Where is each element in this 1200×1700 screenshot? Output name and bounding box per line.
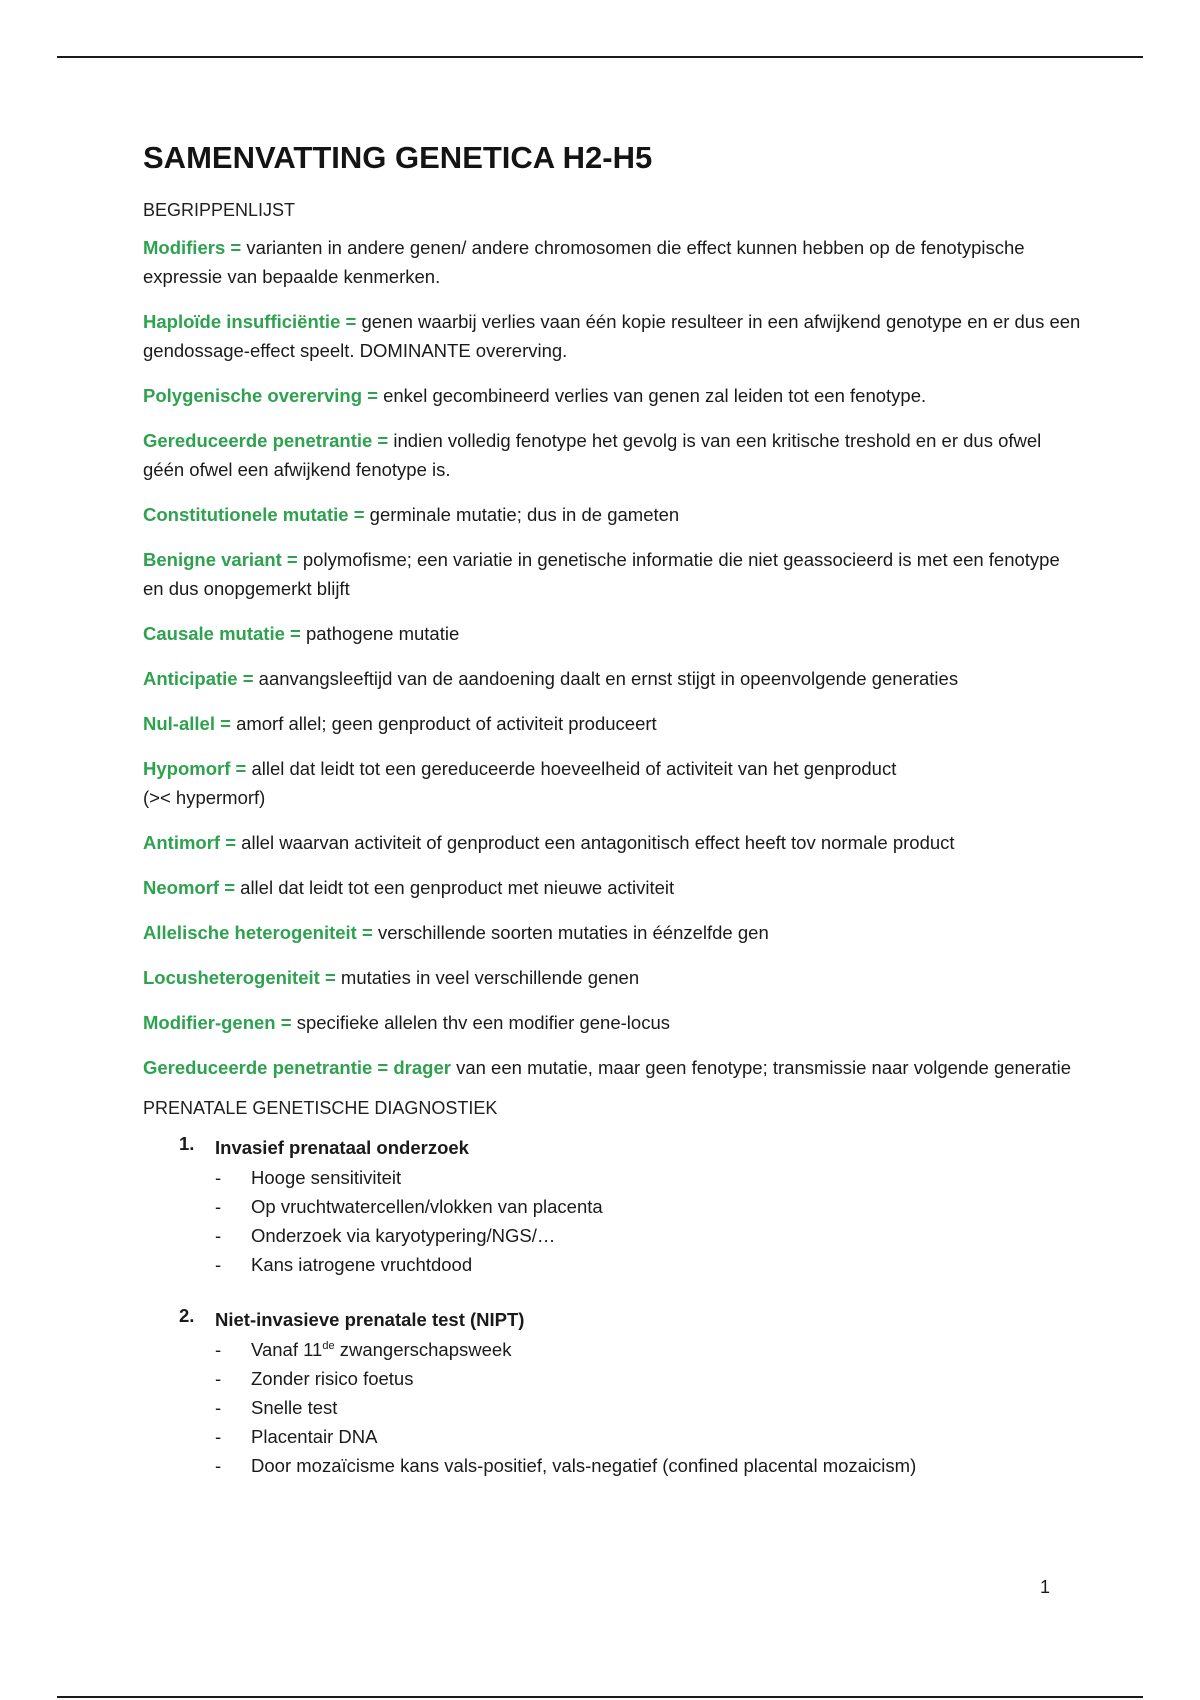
- term-name: Gereduceerde penetrantie: [143, 430, 373, 451]
- term-definition: polymofisme; een variatie in genetische informatie die niet geassocieerd is met een fenotype en dus onopgemerkt blijft: [143, 549, 1060, 599]
- term-equals: =: [319, 967, 341, 988]
- term-equals: =: [230, 758, 252, 779]
- term-definition: indien volledig fenotype het gevolg is van een kritische treshold en er dus ofwel géén ofwel een afwijkend fenotype is.: [143, 430, 1042, 480]
- term-equals: =: [284, 623, 306, 644]
- term-name: Constitutionele mutatie: [143, 504, 349, 525]
- list-item-nipt: [143, 1305, 1083, 1480]
- term-equals: =: [275, 1012, 297, 1033]
- term-equals: =: [372, 430, 394, 451]
- term-name: Polygenische overerving: [143, 385, 363, 406]
- bullet-item: - Vanaf 11de zwangerschapsweek: [215, 1339, 512, 1360]
- term-name: Modifiers: [143, 237, 226, 258]
- term-equals: =: [362, 385, 384, 406]
- glossary-term: [143, 828, 1083, 857]
- term-name: Neomorf: [143, 877, 220, 898]
- list-heading: Niet-invasieve prenatale test (NIPT): [215, 1309, 525, 1330]
- bullet-item: - Zonder risico foetus: [215, 1368, 414, 1389]
- term-definition: van een mutatie, maar geen fenotype; transmissie naar volgende generatie: [450, 1057, 1072, 1078]
- glossary-term: [143, 918, 1083, 947]
- term-equals: =: [340, 311, 362, 332]
- page-content: [143, 140, 1083, 1506]
- term-equals: =: [237, 668, 259, 689]
- term-equals: =: [281, 549, 303, 570]
- list-number: 2.: [179, 1305, 195, 1326]
- term-definition: verschillende soorten mutaties in éénzelfde gen: [377, 922, 769, 943]
- term-equals: =: [219, 877, 241, 898]
- term-definition: mutaties in veel verschillende genen: [340, 967, 640, 988]
- term-definition: aanvangsleeftijd van de aandoening daalt en ernst stijgt in opeenvolgende generaties: [258, 668, 959, 689]
- bullet-item: - Door mozaïcisme kans vals-positief, vals-negatief (confined placental mozaicism): [215, 1455, 917, 1476]
- bottom-rule: [57, 1696, 1143, 1698]
- glossary-term: [143, 500, 1083, 529]
- term-name: Benigne variant: [143, 549, 282, 570]
- glossary-term: [143, 1008, 1083, 1037]
- glossary-term: [143, 545, 1083, 603]
- bullet-item: - Snelle test: [215, 1397, 338, 1418]
- list-item-invasief: [143, 1133, 1083, 1279]
- term-definition: allel dat leidt tot een genproduct met nieuwe activiteit: [240, 877, 675, 898]
- term-equals: =: [220, 832, 242, 853]
- prenatal-list: [143, 1133, 1083, 1480]
- glossary-term: [143, 754, 1083, 812]
- glossary-term: [143, 873, 1083, 902]
- glossary: [143, 233, 1083, 1082]
- bullet-list: [215, 1163, 1083, 1279]
- bullet-item: - Kans iatrogene vruchtdood: [215, 1254, 473, 1275]
- glossary-term: [143, 664, 1083, 693]
- bullet-item: - Op vruchtwatercellen/vlokken van placenta: [215, 1196, 603, 1217]
- term-name: Nul-allel: [143, 713, 215, 734]
- glossary-term: [143, 963, 1083, 992]
- top-rule: [57, 56, 1143, 58]
- glossary-term: [143, 709, 1083, 738]
- term-definition: germinale mutatie; dus in de gameten: [369, 504, 680, 525]
- list-heading: Invasief prenataal onderzoek: [215, 1137, 469, 1158]
- list-number: 1.: [179, 1133, 195, 1154]
- bullet-item: - Hooge sensitiviteit: [215, 1167, 402, 1188]
- term-name: Gereduceerde penetrantie: [143, 1057, 373, 1078]
- term-equals: =: [356, 922, 378, 943]
- glossary-term: [143, 426, 1083, 484]
- term-name: Causale mutatie: [143, 623, 285, 644]
- term-name: Antimorf: [143, 832, 221, 853]
- term-equals: =: [372, 1057, 394, 1078]
- term-note: (>< hypermorf): [143, 787, 266, 808]
- term-definition: allel dat leidt tot een gereduceerde hoeveelheid of activiteit van het genproduct: [251, 758, 897, 779]
- section-heading-prenatale: PRENATALE GENETISCHE DIAGNOSTIEK: [143, 1098, 498, 1118]
- term-definition: amorf allel; geen genproduct of activiteit produceert: [236, 713, 657, 734]
- bullet-item: - Placentair DNA: [215, 1426, 378, 1447]
- bullet-list: [215, 1335, 1083, 1480]
- bullet-item: - Onderzoek via karyotypering/NGS/…: [215, 1225, 556, 1246]
- term-name: Haploïde insufficiëntie: [143, 311, 341, 332]
- glossary-term: [143, 619, 1083, 648]
- term-equals: =: [214, 713, 237, 734]
- term-name: Allelische heterogeniteit: [143, 922, 357, 943]
- glossary-term: [143, 1053, 1083, 1082]
- term-name: Anticipatie: [143, 668, 238, 689]
- page-title: SAMENVATTING GENETICA H2-H5: [143, 140, 653, 175]
- term-definition: pathogene mutatie: [305, 623, 460, 644]
- glossary-term: [143, 233, 1083, 291]
- term-name: Hypomorf: [143, 758, 231, 779]
- term-definition: genen waarbij verlies vaan één kopie resulteer in een afwijkend genotype en er dus een gendossage-effect speelt. DOMINANTE overerving.: [143, 311, 1081, 361]
- section-heading-begrippenlijst: BEGRIPPENLIJST: [143, 200, 296, 220]
- glossary-term: [143, 307, 1083, 365]
- term-name: Modifier-genen: [143, 1012, 276, 1033]
- term-equals: =: [225, 237, 247, 258]
- term-name: Locusheterogeniteit: [143, 967, 320, 988]
- page-number: 1: [1040, 1577, 1051, 1597]
- term-definition: allel waarvan activiteit of genproduct een antagonitisch effect heeft tov normale product: [241, 832, 955, 853]
- term-definition: specifieke allelen thv een modifier gene-locus: [296, 1012, 670, 1033]
- term-definition: varianten in andere genen/ andere chromosomen die effect kunnen hebben op de fenotypische expressie van bepaalde kenmerken.: [143, 237, 1025, 287]
- term-equals: =: [348, 504, 370, 525]
- term-definition: enkel gecombineerd verlies van genen zal leiden tot een fenotype.: [383, 385, 927, 406]
- term-keyword: drager: [393, 1057, 451, 1078]
- glossary-term: [143, 381, 1083, 410]
